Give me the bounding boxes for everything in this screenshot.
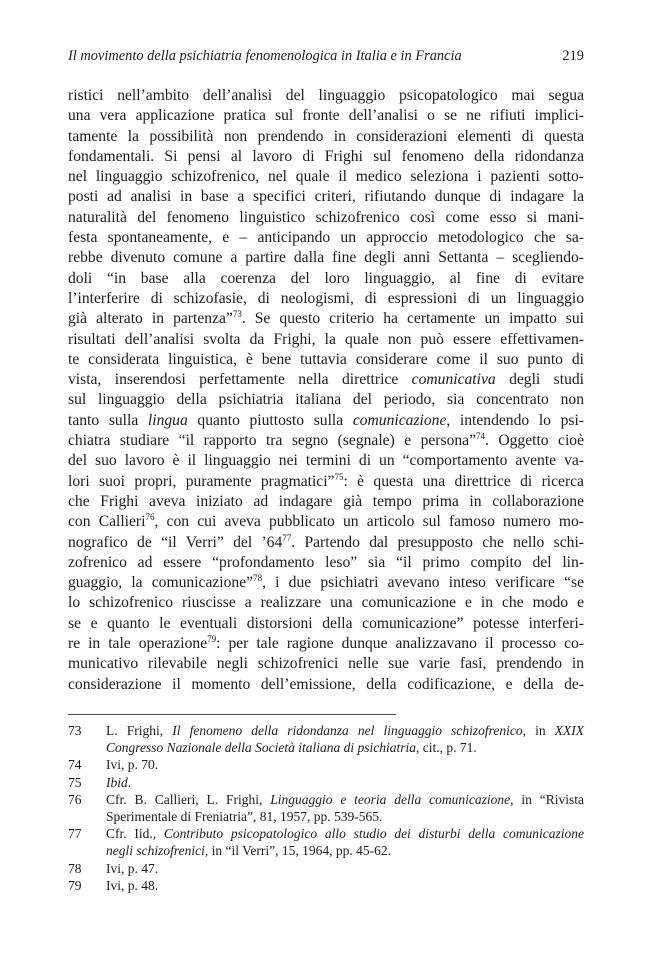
text-run: doli “in base alla coerenza del loro linguaggio, al fine di evitare bbox=[68, 269, 584, 287]
text-line bbox=[68, 147, 584, 167]
text-run: . bbox=[127, 774, 132, 790]
footnote-text bbox=[106, 791, 584, 825]
footnote-text bbox=[106, 756, 584, 773]
text-run: Sperimentale di Freniatria”, 81, 1957, pp. 539-565. bbox=[106, 809, 383, 825]
text-run: lo schizofrenico riuscisse a realizzare una comunicazione e in che modo e bbox=[68, 594, 584, 612]
footnote-text bbox=[106, 774, 584, 791]
text-run: nografico de “il Verri” del ’64 bbox=[68, 533, 283, 551]
footnote-number: 74 bbox=[68, 757, 82, 773]
text-run: . Partendo dal presupposto che nello schi- bbox=[291, 533, 584, 551]
footnote-line bbox=[106, 860, 584, 877]
footnote-number: 77 bbox=[68, 826, 82, 842]
footnote-line bbox=[106, 791, 584, 808]
text-run: sul linguaggio della psichiatria italiana del periodo, sia concentrato non bbox=[68, 391, 584, 409]
text-line bbox=[68, 553, 584, 573]
text-line bbox=[68, 248, 584, 268]
footnote-line bbox=[106, 842, 584, 859]
footnote bbox=[68, 877, 584, 894]
footnote-number: 79 bbox=[68, 877, 82, 893]
text-line bbox=[68, 472, 584, 492]
italic-text: Congresso Nazionale della Società italiana di psichiatria bbox=[106, 740, 416, 756]
text-run: con Callieri bbox=[68, 513, 146, 531]
footnote-ref[interactable]: 79 bbox=[207, 634, 217, 645]
text-run: . Oggetto cioè bbox=[485, 432, 584, 450]
text-run: , con cui aveva pubblicato un articolo sul famoso numero mo- bbox=[154, 513, 584, 531]
text-run: L. Frighi, bbox=[106, 723, 173, 738]
text-run: ristici nell’ambito dell’analisi del linguaggio psicopatologico mai segua bbox=[68, 87, 584, 104]
text-run: Ivi, p. 47. bbox=[106, 860, 159, 876]
italic-text: comunicativa bbox=[411, 371, 496, 389]
text-line bbox=[68, 370, 584, 390]
text-line bbox=[68, 411, 584, 431]
text-run: re in tale operazione bbox=[68, 635, 208, 653]
footnote-ref[interactable]: 76 bbox=[145, 512, 155, 523]
text-run: quanto piuttosto sulla bbox=[187, 411, 353, 429]
text-run: festa spontaneamente, e – anticipando un approccio metodologico che sa- bbox=[68, 229, 584, 247]
text-run: te considerata linguistica, è bene tuttavia considerare come il suo punto di bbox=[68, 350, 584, 368]
text-line bbox=[68, 309, 584, 329]
footnote-ref[interactable]: 78 bbox=[253, 573, 263, 584]
text-run: fondamentali. Si pensi al lavoro di Frighi sul fenomeno della ridondanza bbox=[68, 147, 584, 165]
footnote-line bbox=[106, 808, 584, 825]
text-line bbox=[68, 350, 584, 370]
footnote-text bbox=[106, 860, 584, 877]
text-run: lori suoi propri, puramente pragmatici” bbox=[68, 472, 335, 490]
text-run: , in bbox=[522, 723, 555, 738]
text-line bbox=[68, 208, 584, 228]
footnote-number: 73 bbox=[68, 723, 82, 738]
text-run: vista, inserendosi perfettamente nella direttrice bbox=[68, 371, 412, 389]
footnote-ref[interactable]: 75 bbox=[334, 471, 344, 482]
text-line bbox=[68, 187, 584, 207]
italic-text: Contributo psicopatologico allo studio dei disturbi della comunicazione bbox=[163, 826, 585, 842]
running-head: Il movimento della psichiatria fenomenologica in Italia e in Francia bbox=[68, 48, 462, 64]
text-run: chiatra studiare “il rapporto tra segno (segnale) e persona” bbox=[68, 432, 477, 450]
text-line bbox=[68, 228, 584, 248]
text-run: che Frighi aveva iniziato ad indagare già tempo prima in collaborazione bbox=[68, 492, 584, 510]
page-number: 219 bbox=[562, 48, 584, 64]
text-run: del suo lavoro è il linguaggio nei termini di un “comportamento avente va- bbox=[68, 452, 584, 470]
footnote-line bbox=[106, 739, 584, 756]
footnotes bbox=[68, 722, 584, 894]
text-run: posti ad analisi in base a specifici criteri, rifiutando dunque di indagare la bbox=[68, 188, 584, 206]
footnote-line bbox=[106, 825, 584, 842]
text-line bbox=[68, 167, 584, 187]
italic-text: Linguaggio e teoria della comunicazione bbox=[270, 791, 511, 807]
footnote-line bbox=[106, 774, 584, 791]
text-run: l’interferire di schizofasie, di neologismi, di espressioni di un linguaggio bbox=[68, 289, 584, 307]
text-run: nel linguaggio schizofrenico, nel quale il medico seleziona i pazienti sotto- bbox=[68, 168, 584, 186]
text-run: risultati dell’analisi svolta da Frighi, la quale non può essere effettivamen- bbox=[68, 330, 584, 348]
footnote bbox=[68, 774, 584, 791]
footnote-number: 75 bbox=[68, 774, 82, 790]
text-run: Ivi, p. 48. bbox=[106, 877, 159, 893]
text-line bbox=[68, 431, 584, 451]
text-line bbox=[68, 512, 584, 532]
text-line bbox=[68, 634, 584, 654]
text-run: , in “Rivista bbox=[510, 791, 584, 807]
text-run: rebbe divenuto comune a partire dalla fine degli anni Settanta – scegliendo- bbox=[68, 249, 584, 267]
footnote-line bbox=[106, 877, 584, 894]
text-line bbox=[68, 86, 584, 106]
text-line bbox=[68, 593, 584, 613]
italic-text: XXIX bbox=[554, 723, 584, 738]
text-run: una vera applicazione pratica sul fronte dell’analisi o se ne rifiuti implici- bbox=[68, 107, 584, 125]
text-run: , intendendo lo psi- bbox=[446, 411, 585, 429]
body-paragraph bbox=[68, 86, 584, 695]
text-line bbox=[68, 390, 584, 410]
footnote-line bbox=[106, 756, 584, 773]
text-run: , in “il Verri”, 15, 1964, pp. 45-62. bbox=[204, 843, 391, 859]
text-run: se e quanto le eventuali distorsioni della comunicazione” potesse interferi- bbox=[68, 614, 584, 632]
text-line bbox=[68, 654, 584, 674]
page-header bbox=[68, 47, 584, 65]
text-run: Ivi, p. 70. bbox=[106, 757, 159, 773]
footnote-ref[interactable]: 77 bbox=[282, 532, 292, 543]
footnote-text bbox=[106, 825, 584, 859]
text-line bbox=[68, 492, 584, 512]
footnote bbox=[68, 860, 584, 877]
text-run: zofrenico ad essere “profondamento leso” sia “il primo compito del lin- bbox=[68, 553, 584, 571]
italic-text: Il fenomeno della ridondanza nel linguaggio schizofrenico bbox=[172, 723, 523, 738]
text-run: municativo rilevabile negli schizofrenici nelle sue varie fasi, prendendo in bbox=[68, 655, 584, 673]
text-run: naturalità del fenomeno linguistico schizofrenico così come esso si mani- bbox=[68, 208, 584, 226]
footnote bbox=[68, 722, 584, 756]
text-run: già alterato in partenza” bbox=[68, 310, 233, 328]
italic-text: negli schizofrenici bbox=[106, 843, 205, 859]
text-run: guaggio, la comunicazione” bbox=[68, 574, 254, 592]
text-line bbox=[68, 614, 584, 634]
footnote-line bbox=[106, 722, 584, 739]
text-run: considerazione il momento dell’emissione, della codificazione, e della de- bbox=[68, 675, 584, 693]
text-line bbox=[68, 289, 584, 309]
text-run: tamente la possibilità non prendendo in considerazioni elementi di questa bbox=[68, 127, 584, 145]
text-line bbox=[68, 533, 584, 553]
text-line bbox=[68, 106, 584, 126]
text-line bbox=[68, 269, 584, 289]
text-line bbox=[68, 675, 584, 695]
text-line bbox=[68, 451, 584, 471]
footnote-number: 76 bbox=[68, 791, 82, 807]
italic-text: Ibid bbox=[106, 774, 128, 790]
text-run: : per tale ragione dunque analizzavano il processo co- bbox=[216, 635, 584, 653]
footnote-separator bbox=[68, 714, 396, 715]
text-line bbox=[68, 127, 584, 147]
text-run: Cfr. B. Callieri, L. Frighi, bbox=[106, 791, 271, 807]
text-run: . Se questo criterio ha certamente un impatto sui bbox=[241, 310, 584, 328]
text-run: tanto sulla bbox=[68, 411, 148, 429]
italic-text: lingua bbox=[147, 411, 188, 429]
footnote-number: 78 bbox=[68, 860, 82, 876]
text-run: Cfr. Iid., bbox=[106, 826, 164, 842]
footnote-ref[interactable]: 74 bbox=[476, 431, 486, 442]
text-line bbox=[68, 330, 584, 350]
footnote-ref[interactable]: 73 bbox=[232, 309, 242, 320]
footnote bbox=[68, 791, 584, 825]
footnote bbox=[68, 825, 584, 859]
text-run: , i due psichiatri avevano inteso verificare “se bbox=[262, 574, 584, 592]
text-run: degli studi bbox=[495, 371, 584, 389]
footnote bbox=[68, 756, 584, 773]
footnote-text bbox=[106, 877, 584, 894]
italic-text: comunicazione bbox=[352, 411, 447, 429]
text-line bbox=[68, 573, 584, 593]
text-run: : è questa una direttrice di ricerca bbox=[343, 472, 584, 490]
text-run: , cit., p. 71. bbox=[416, 740, 477, 756]
footnote-text bbox=[106, 722, 584, 756]
